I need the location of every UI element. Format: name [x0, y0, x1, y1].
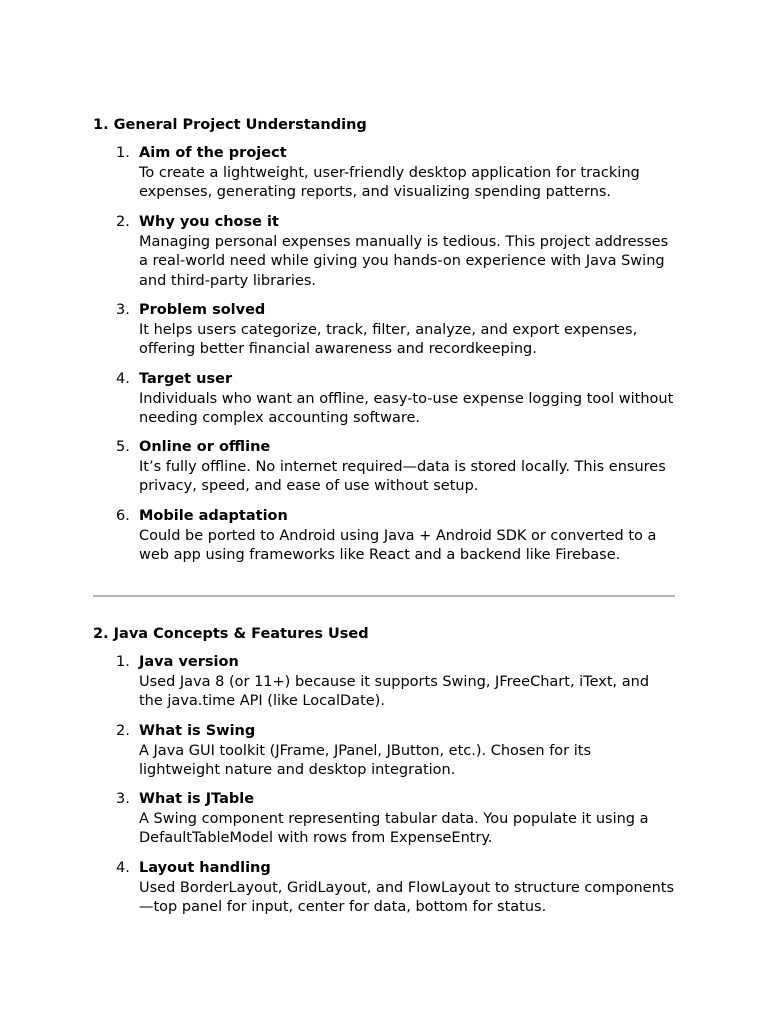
item-description: Used BorderLayout, GridLayout, and FlowLayout to structure components—top panel for input, center for data, bottom for status.	[139, 879, 675, 916]
list-item	[93, 438, 675, 497]
item-number: 6.	[116, 508, 130, 524]
item-description: Could be ported to Android using Java + Android SDK or converted to a web app using frameworks like React and a backend like Firebase.	[139, 527, 657, 564]
list-item	[93, 790, 675, 849]
item-title: What is Swing	[139, 723, 256, 739]
item-title: Mobile adaptation	[139, 508, 288, 524]
section-general-project-understanding	[93, 115, 675, 564]
item-title: What is JTable	[139, 791, 255, 807]
item-number: 2.	[116, 723, 130, 739]
item-description: It’s fully offline. No internet required—data is stored locally. This ensures privacy, speed, and ease of use without setup.	[139, 458, 666, 495]
item-description: Individuals who want an offline, easy-to-use expense logging tool without needing complex accounting software.	[139, 390, 674, 427]
list-item	[93, 213, 675, 291]
item-title: Layout handling	[139, 860, 271, 876]
item-description: Managing personal expenses manually is tedious. This project addresses a real-world need while giving you hands-on experience with Java Swing and third-party libraries.	[139, 233, 669, 289]
item-description: To create a lightweight, user-friendly desktop application for tracking expenses, generating reports, and visualizing spending patterns.	[139, 164, 640, 201]
list-item	[93, 722, 675, 781]
section-divider	[93, 595, 675, 597]
section-java-concepts	[93, 624, 675, 916]
item-title: Target user	[139, 371, 233, 387]
item-number: 4.	[116, 860, 130, 876]
item-description: Used Java 8 (or 11+) because it supports Swing, JFreeChart, iText, and the java.time API (like LocalDate).	[139, 673, 650, 710]
item-title: Java version	[139, 654, 239, 670]
item-number: 3.	[116, 791, 130, 807]
list-item	[93, 859, 675, 918]
item-number: 1.	[116, 654, 130, 670]
item-title: Problem solved	[139, 302, 266, 318]
item-title: Online or offline	[139, 439, 271, 455]
item-number: 3.	[116, 302, 130, 318]
item-description: A Java GUI toolkit (JFrame, JPanel, JButton, etc.). Chosen for its lightweight nature and desktop integration.	[139, 742, 592, 779]
item-description: A Swing component representing tabular data. You populate it using a DefaultTableModel with rows from ExpenseEntry.	[139, 810, 649, 847]
section-heading: 1. General Project Understanding	[93, 117, 367, 133]
item-title: Aim of the project	[139, 145, 287, 161]
list-item	[93, 653, 675, 712]
item-number: 4.	[116, 371, 130, 387]
list-item	[93, 144, 675, 203]
list-item	[93, 370, 675, 429]
list-item	[93, 507, 675, 566]
item-title: Why you chose it	[139, 214, 279, 230]
item-number: 5.	[116, 439, 130, 455]
list-item	[93, 301, 675, 360]
section-heading: 2. Java Concepts & Features Used	[93, 626, 369, 642]
item-number: 2.	[116, 214, 130, 230]
item-description: It helps users categorize, track, filter, analyze, and export expenses, offering better financial awareness and recordkeeping.	[139, 321, 638, 358]
item-number: 1.	[116, 145, 130, 161]
